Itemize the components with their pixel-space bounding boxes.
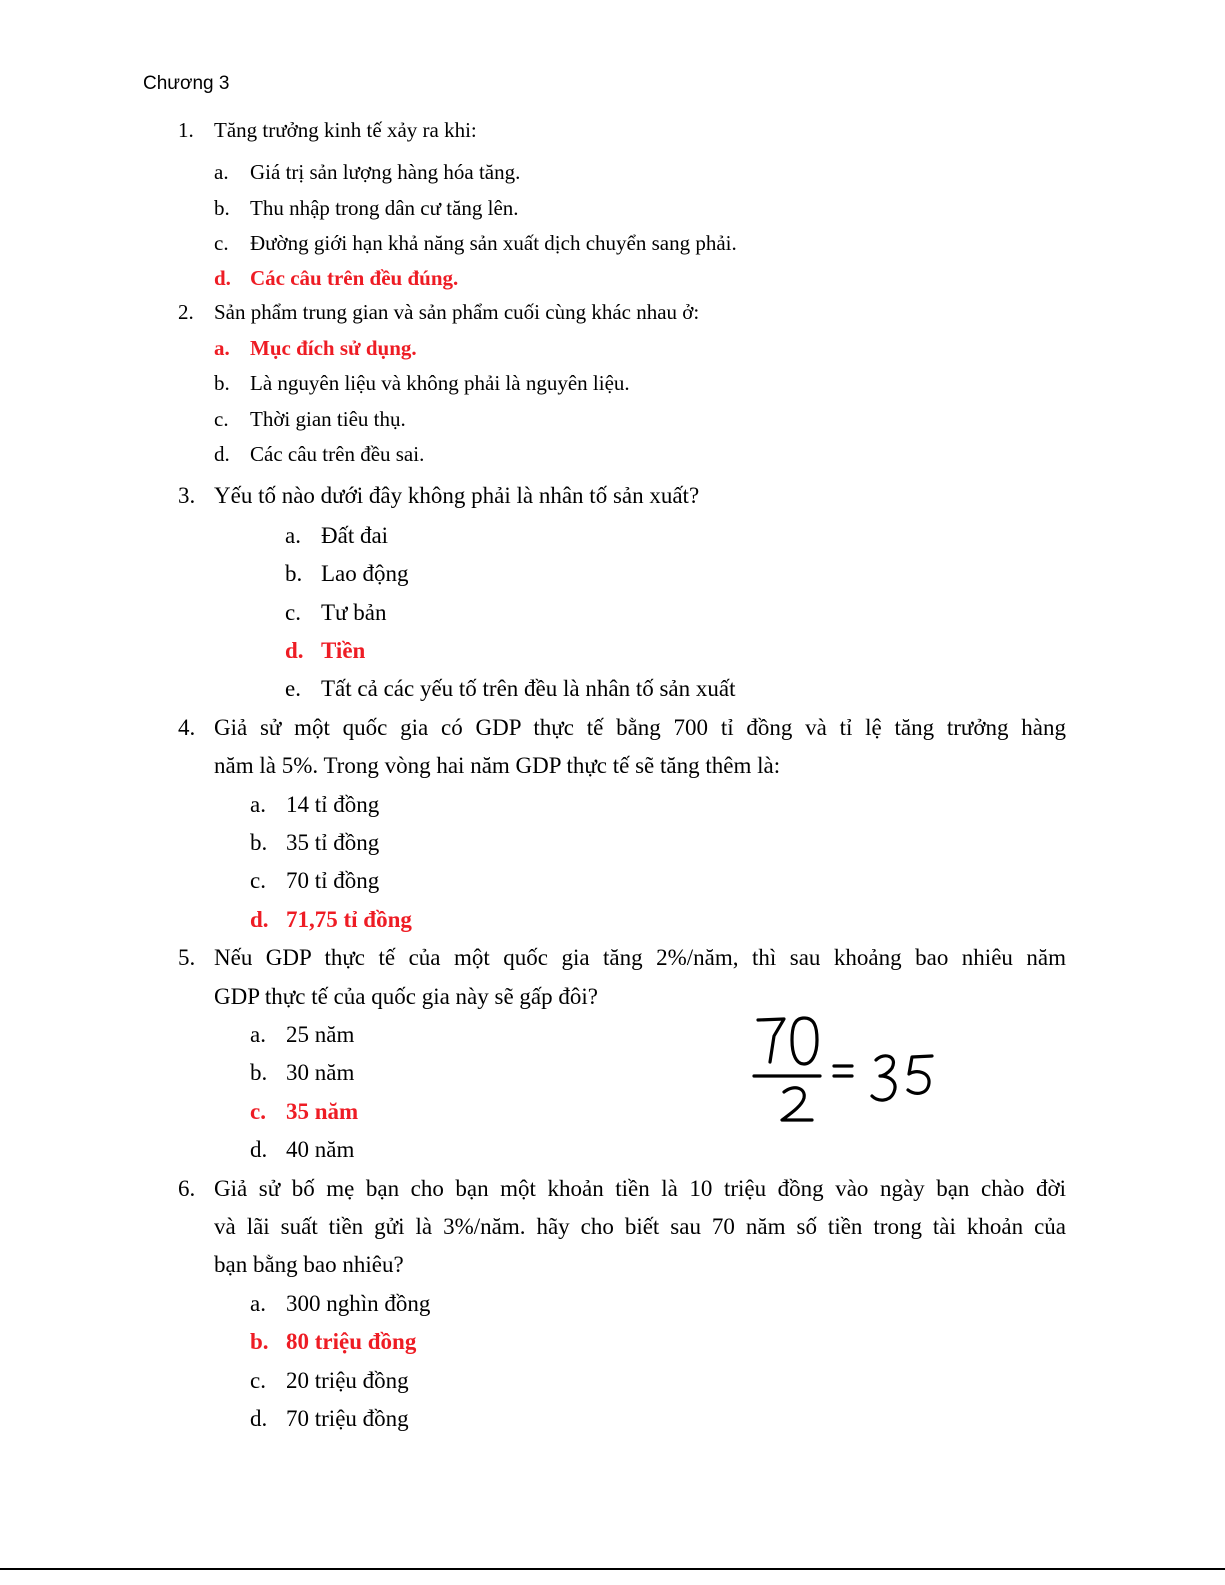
option-text: Đường giới hạn khả năng sản xuất dịch chuyển sang phải. [250,231,737,255]
option-text: Tiền [321,638,366,663]
option-text: 35 tỉ đồng [286,830,380,855]
option-letter: a. [250,792,266,817]
option-text: 70 triệu đồng [286,1406,409,1431]
option-letter: d. [214,266,231,290]
option-letter: a. [250,1022,266,1047]
option-text: 20 triệu đồng [286,1368,409,1393]
option-letter: d. [214,442,230,466]
option-text: Các câu trên đều đúng. [250,266,459,290]
option-letter: c. [214,231,229,255]
option-text: Đất đai [321,523,389,548]
option-letter: a. [250,1291,266,1316]
option-text: Là nguyên liệu và không phải là nguyên liệu. [250,371,630,395]
option-letter: d. [250,1406,268,1431]
option-text: Các câu trên đều sai. [250,442,425,466]
option-text: 80 triệu đồng [286,1329,417,1354]
option-letter: b. [250,1329,269,1354]
question-number: 5. [178,945,196,970]
question-number: 2. [178,300,194,324]
option-text: Tất cả các yếu tố trên đều là nhân tố sản xuất [321,676,736,701]
option-letter: c. [250,868,266,893]
option-letter: a. [214,160,229,184]
option-letter: d. [285,638,304,663]
option-text: Giá trị sản lượng hàng hóa tăng. [250,160,521,184]
option-letter: b. [214,196,230,220]
option-text: 14 tỉ đồng [286,792,380,817]
option-text: 25 năm [286,1022,355,1047]
option-text: 300 nghìn đồng [286,1291,431,1316]
option-letter: a. [285,523,301,548]
question-number: 4. [178,715,196,740]
page-bottom-border [0,1568,1225,1570]
option-text: Lao động [321,561,409,586]
question-text-line: Giả sử bố mẹ bạn cho bạn một khoản tiền là 10 triệu đồng vào ngày bạn chào đời [214,1176,1066,1201]
option-text: 70 tỉ đồng [286,868,380,893]
option-text: 71,75 tỉ đồng [286,907,412,932]
question-number: 6. [178,1176,196,1201]
option-letter: b. [214,371,230,395]
option-letter: e. [285,676,301,701]
question-text: Yếu tố nào dưới đây không phải là nhân tố sản xuất? [214,483,700,508]
option-text: Thời gian tiêu thụ. [250,407,406,431]
option-letter: c. [214,407,229,431]
option-letter: b. [250,830,268,855]
option-letter: c. [250,1368,266,1393]
option-letter: d. [250,907,269,932]
question-number: 1. [178,118,194,142]
handwritten-digit-7 [758,1019,784,1062]
question-text-line: Giả sử một quốc gia có GDP thực tế bằng 700 tỉ đồng và tỉ lệ tăng trưởng hàng [214,715,1066,740]
question-text-line: năm là 5%. Trong vòng hai năm GDP thực tế sẽ tăng thêm là: [214,753,781,778]
option-letter: c. [285,600,301,625]
handwritten-digit-5 [908,1056,932,1093]
option-letter: d. [250,1137,268,1162]
option-text: 35 năm [286,1099,359,1124]
handwritten-digit-0 [792,1018,817,1064]
option-text: Tư bản [321,600,387,625]
question-text-line: GDP thực tế của quốc gia này sẽ gấp đôi? [214,984,598,1009]
question-text: Tăng trưởng kinh tế xảy ra khi: [214,118,477,142]
question-text-line: Nếu GDP thực tế của một quốc gia tăng 2%/năm, thì sau khoảng bao nhiêu năm [214,945,1066,970]
option-text: 30 năm [286,1060,355,1085]
option-text: Thu nhập trong dân cư tăng lên. [250,196,519,220]
question-text: Sản phẩm trung gian và sản phẩm cuối cùng khác nhau ở: [214,300,700,324]
handwritten-digit-2 [782,1088,812,1120]
handwritten-calculation [748,1010,944,1128]
chapter-heading: Chương 3 [143,73,230,94]
question-text-line: bạn bằng bao nhiêu? [214,1252,404,1277]
option-text: Mục đích sử dụng. [250,336,417,360]
option-letter: c. [250,1099,266,1124]
handwritten-digit-3 [872,1056,895,1100]
question-text-line: và lãi suất tiền gửi là 3%/năm. hãy cho biết sau 70 năm số tiền trong tài khoản của [214,1214,1066,1239]
option-letter: b. [250,1060,268,1085]
option-text: 40 năm [286,1137,355,1162]
question-number: 3. [178,483,196,508]
option-letter: a. [214,336,230,360]
option-letter: b. [285,561,303,586]
